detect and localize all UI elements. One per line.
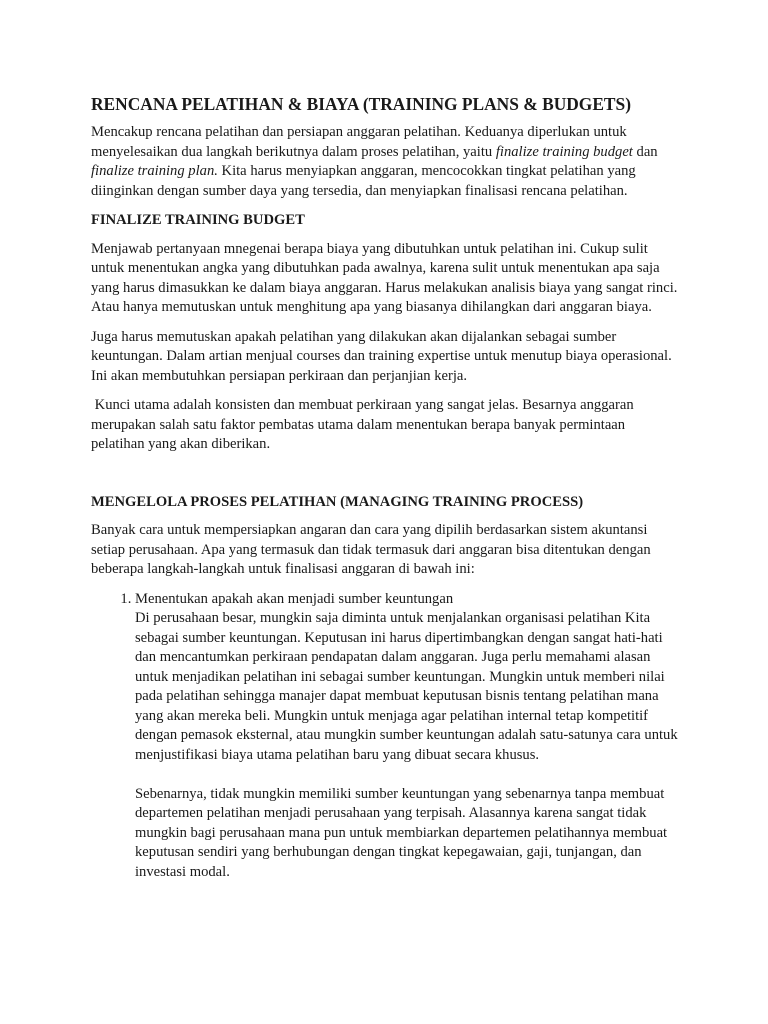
budget-paragraph-1: Menjawab pertanyaan mnegenai berapa biaya yang dibutuhkan untuk pelatihan ini. Cukup sulit untuk menentukan angka yang dibutuhkan pada awalnya, karena sulit untuk menentukan apa saja yang harus dimasukkan ke dalam biaya anggaran. Harus melakukan analisis biaya yang sangat rinci. Atau hanya memutuskan untuk menghitung apa yang biasanya dihilangkan dari anggaran biaya. <box>91 240 678 315</box>
intro-text-3: Kita harus menyiapkan anggaran, mencocokkan tingkat pelatihan yang diinginkan dengan sumber daya yang tersedia, dan menyiapkan finalisasi rencana pelatihan. <box>91 163 636 199</box>
list-item <box>135 590 681 883</box>
intro-italic-2: finalize training plan. <box>91 163 218 179</box>
list-item-body-2: Sebenarnya, tidak mungkin memiliki sumber keuntungan yang sebenarnya tanpa membuat departemen pelatihan menjadi perusahaan yang terpisah. Alasannya karena sangat tidak mungkin bagi perusahaan mana pun untuk membiarkan departemen pelatihannya membuat keputusan sendiri yang berhubungan dengan tingkat kepegawaian, gaji, tunjangan, dan investasi modal. <box>135 785 668 880</box>
intro-text-2: dan <box>632 143 658 160</box>
intro-paragraph <box>91 123 681 201</box>
steps-list <box>91 590 681 883</box>
document-title: RENCANA PELATIHAN & BIAYA (TRAINING PLANS & BUDGETS) <box>91 94 631 114</box>
budget-paragraph-2: Juga harus memutuskan apakah pelatihan yang dilakukan akan dijalankan sebagai sumber keuntungan. Dalam artian menjual courses dan training expertise untuk menutup biaya operasional. Ini akan membutuhkan persiapan perkiraan dan perjanjian kerja. <box>91 328 672 384</box>
section-heading-managing: MENGELOLA PROSES PELATIHAN (MANAGING TRAINING PROCESS) <box>91 493 584 510</box>
budget-paragraph-3: Kunci utama adalah konsisten dan membuat perkiraan yang sangat jelas. Besarnya anggaran merupakan salah satu faktor pembatas utama dalam menentukan berapa banyak permintaan pelatihan yang akan diberikan. <box>91 397 638 452</box>
list-item-body-1: Di perusahaan besar, mungkin saja diminta untuk menjalankan organisasi pelatihan Kita sebagai sumber keuntungan. Keputusan ini harus dipertimbangkan dengan sangat hati-hati dan mencantumkan perkiraan pendapatan dalam anggaran. Juga perlu memahami alasan untuk menjadikan pelatihan ini sebagai sumber keuntungan. Mungkin untuk memberi nilai pada pelatihan sehingga manajer dapat membuat keputusan bisnis tentang pelatihan mana yang akan mereka beli. Mungkin untuk menjaga agar pelatihan internal tetap kompetitif dengan pemasok eksternal, atau mungkin sumber keuntungan adalah satu-satunya cara untuk menjustifikasi biaya utama pelatihan baru yang dibuat secara khusus. <box>135 610 678 763</box>
intro-text-1: Mencakup rencana pelatihan dan persiapan anggaran pelatihan. Keduanya diperlukan untuk menyelesaikan dua langkah berikutnya dalam proses pelatihan, yaitu <box>91 124 627 160</box>
section-heading-budget: FINALIZE TRAINING BUDGET <box>91 212 305 228</box>
list-item-title: 1. Menentukan apakah akan menjadi sumber keuntungan <box>135 590 454 607</box>
intro-italic-1: finalize training budget <box>495 143 633 160</box>
document-page <box>91 94 681 882</box>
managing-paragraph-1: Banyak cara untuk mempersiapkan angaran dan cara yang dipilih berdasarkan sistem akuntansi setiap perusahaan. Apa yang termasuk dan tidak termasuk dari anggaran bisa ditentukan dengan beberapa langkah-langkah untuk finalisasi anggaran di bawah ini: <box>91 522 651 577</box>
